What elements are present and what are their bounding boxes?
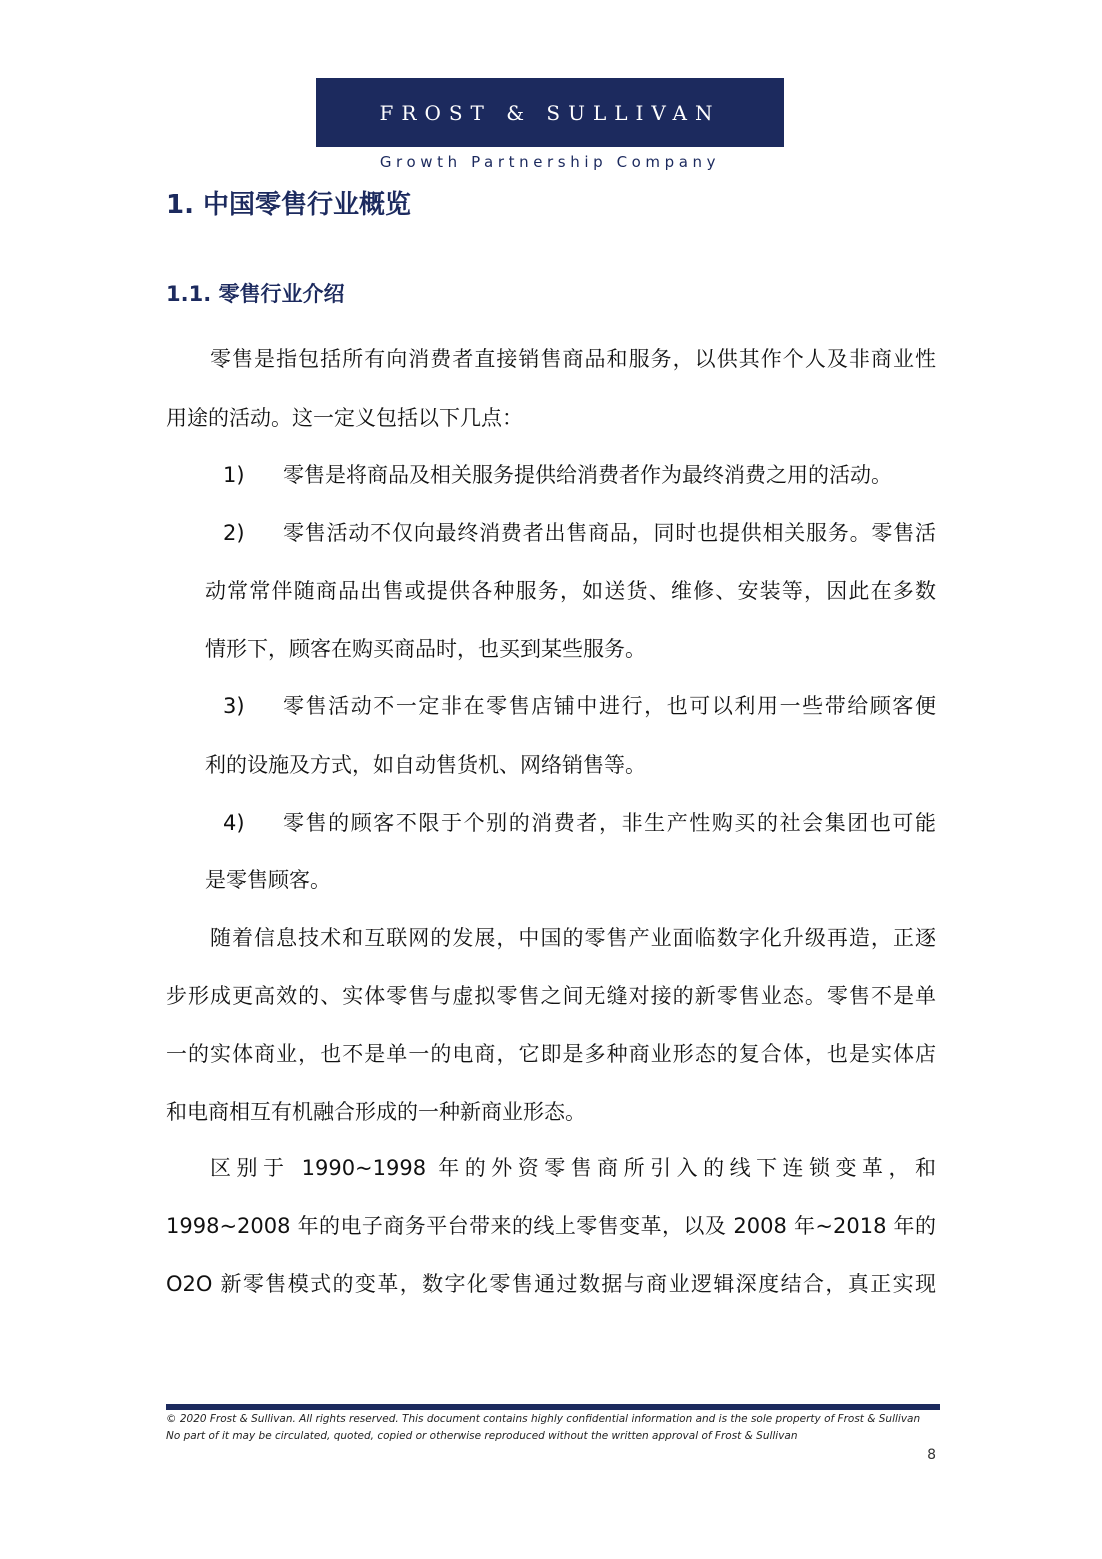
list-item-1-line-1: 零售是将商品及相关服务提供给消费者作为最终消费之用的活动。 bbox=[283, 463, 892, 487]
list-item-4-line-1: 零售的顾客不限于个别的消费者，非生产性购买的社会集团也可能 bbox=[283, 811, 936, 835]
list-item-1-number: 1) bbox=[223, 463, 245, 487]
list-item-2-line-3: 情形下，顾客在购买商品时，也买到某些服务。 bbox=[205, 637, 646, 661]
list-item-3-number: 3) bbox=[223, 694, 245, 718]
frost-sullivan-logo bbox=[316, 78, 784, 147]
logo-text: FROST & SULLIVAN bbox=[379, 100, 721, 125]
para2-line-3: 一的实体商业，也不是单一的电商，它即是多种商业形态的复合体，也是实体店 bbox=[166, 1042, 936, 1066]
para2-line-2: 步形成更高效的、实体零售与虚拟零售之间无缝对接的新零售业态。零售不是单 bbox=[166, 984, 936, 1008]
logo-tagline: Growth Partnership Company bbox=[379, 153, 721, 171]
list-item-2-line-1: 零售活动不仅向最终消费者出售商品，同时也提供相关服务。零售活 bbox=[283, 521, 936, 545]
list-item-4-line-2: 是零售顾客。 bbox=[205, 868, 331, 892]
para3-line-1: 区别于 1990~1998 年的外资零售商所引入的线下连锁变革，和 bbox=[210, 1156, 936, 1180]
footer-copyright: © 2020 Frost & Sullivan. All rights reserved. This document contains highly confidential information and is the sole property of Frost & Sullivan bbox=[166, 1413, 921, 1425]
intro-line-1: 零售是指包括所有向消费者直接销售商品和服务，以供其作个人及非商业性 bbox=[210, 347, 936, 371]
list-item-2-number: 2) bbox=[223, 521, 245, 545]
para2-line-4: 和电商相互有机融合形成的一种新商业形态。 bbox=[166, 1100, 586, 1124]
list-item-2-line-2: 动常常伴随商品出售或提供各种服务，如送货、维修、安装等，因此在多数 bbox=[205, 579, 936, 603]
footer-disclaimer: No part of it may be circulated, quoted, copied or otherwise reproduced without the written approval of Frost & Sullivan bbox=[166, 1430, 798, 1442]
page-number: 8 bbox=[927, 1447, 936, 1463]
list-item-3-line-1: 零售活动不一定非在零售店铺中进行，也可以利用一些带给顾客便 bbox=[283, 694, 936, 718]
section-heading: 1. 中国零售行业概览 bbox=[166, 190, 412, 220]
footer-divider bbox=[166, 1404, 940, 1410]
list-item-3-line-2: 利的设施及方式，如自动售货机、网络销售等。 bbox=[205, 753, 646, 777]
para2-line-1: 随着信息技术和互联网的发展，中国的零售产业面临数字化升级再造，正逐 bbox=[210, 926, 936, 950]
subsection-heading: 1.1. 零售行业介绍 bbox=[166, 282, 345, 306]
para3-line-3: O2O 新零售模式的变革，数字化零售通过数据与商业逻辑深度结合，真正实现 bbox=[166, 1272, 936, 1296]
intro-line-2: 用途的活动。这一定义包括以下几点： bbox=[166, 406, 523, 430]
para3-line-2: 1998~2008 年的电子商务平台带来的线上零售变革，以及 2008 年~2018 年的 bbox=[166, 1214, 936, 1238]
list-item-4-number: 4) bbox=[223, 811, 245, 835]
